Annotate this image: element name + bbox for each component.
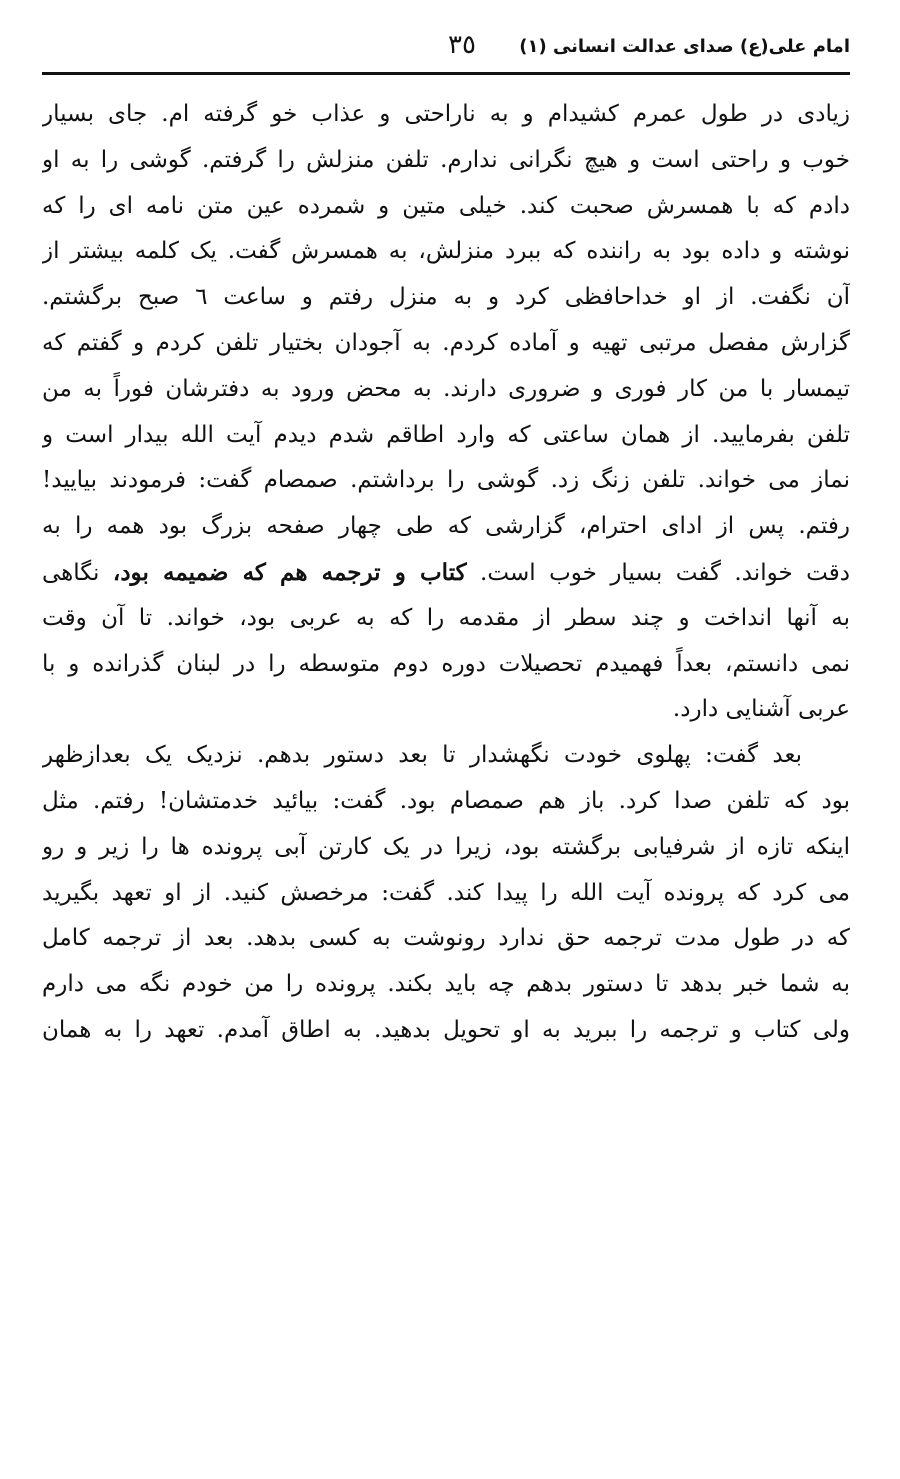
text-line	[42, 229, 850, 275]
text-segment: رفتم. پس از ادای احترام، گزارشی که طی چهار صفحه بزرگ بود همه را به	[42, 513, 850, 540]
text-line	[42, 92, 850, 138]
paragraph	[42, 733, 850, 1054]
text-line	[42, 321, 850, 367]
text-segment: زیادی در طول عمرم کشیدام و به ناراحتی و عذاب خو گرفته ام. جای بسیار	[42, 101, 850, 127]
text-segment: که در طول مدت ترجمه حق ندارد رونوشت به کسی بدهد. بعد از ترجمه کامل	[42, 925, 850, 952]
text-segment: خوب و راحتی است و هیچ نگرانی ندارم. تلفن منزلش را گرفتم. گوشی را به او	[42, 146, 850, 173]
text-segment: دادم که با همسرش صحبت کند. خیلی متین و شمرده عین متن نامه ای را که	[42, 192, 850, 219]
text-segment: نگاهی	[42, 559, 113, 586]
text-line	[42, 1008, 850, 1054]
text-line	[42, 550, 850, 596]
text-segment: بعد گفت: پهلوی خودت نگهشدار تا بعد دستور بدهم. نزدیک یک بعدازظهر	[42, 742, 802, 769]
text-segment: اینکه تازه از شرفیابی برگشته بود، زیرا در یک کارتن آبی پرونده ها را زیر و رو	[42, 833, 850, 860]
text-line	[42, 138, 850, 184]
text-segment: گزارش مفصل مرتبی تهیه و آماده کردم. به آجودان بختیار تلفن کردم و گفتم که	[42, 329, 850, 356]
text-segment: نماز می خواند. تلفن زنگ زد. گوشی را برداشتم. صمصام گفت: فرمودند بیایید!	[42, 467, 850, 494]
text-line	[42, 184, 850, 230]
text-line	[42, 642, 850, 688]
text-line	[42, 733, 850, 779]
text-line	[42, 367, 850, 413]
text-line	[42, 458, 850, 504]
text-segment: تلفن بفرمایید. از همان ساعتی که وارد اطاقم شدم دیدم آیت الله بیدار است و	[42, 421, 850, 448]
text-segment: آن نگفت. از او خداحافظی کرد و به منزل رفتم و ساعت ٦ صبح برگشتم.	[42, 284, 850, 311]
body-text	[42, 92, 850, 1054]
text-line	[42, 779, 850, 825]
text-line	[42, 596, 850, 642]
text-segment: عربی آشنایی دارد.	[672, 696, 850, 723]
bold-phrase: کتاب و ترجمه هم که ضمیمه بود،	[112, 558, 467, 586]
header-divider	[42, 72, 850, 75]
running-title: امام علی(ع) صدای عدالت انسانی (۱)	[519, 36, 850, 57]
text-segment: دقت خواند. گفت بسیار خوب است.	[466, 559, 850, 586]
text-line	[42, 413, 850, 459]
text-line	[42, 825, 850, 871]
page-number: ٣٥	[448, 30, 476, 60]
text-line	[42, 687, 850, 733]
text-segment: نمی دانستم، بعداً فهمیدم تحصیلات دوره دوم متوسطه را در لبنان گذرانده و با	[42, 650, 850, 677]
text-segment: بود که تلفن صدا کرد. باز هم صمصام بود. گفت: بیائید خدمتشان! رفتم. مثل	[42, 787, 850, 814]
text-segment: نوشته و داده بود به راننده که ببرد منزلش، به همسرش گفت. یک کلمه بیشتر از	[42, 238, 850, 265]
text-segment: می کرد که پرونده آیت الله را پیدا کند. گفت: مرخصش کنید. از او تعهد بگیرید	[42, 879, 850, 906]
text-line	[42, 871, 850, 917]
text-line	[42, 504, 850, 550]
page-header	[42, 28, 850, 72]
text-segment: ولی کتاب و ترجمه را ببرید به او تحویل بدهید. به اطاق آمدم. تعهد را به همان	[42, 1016, 850, 1043]
text-segment: تیمسار با من کار فوری و ضروری دارند. به محض ورود به دفترشان فوراً به من	[42, 375, 850, 402]
text-segment: به شما خبر بدهد تا دستور بدهم چه باید بکند. پرونده را من خودم نگه می دارم	[42, 971, 850, 998]
text-line	[42, 962, 850, 1008]
text-line	[42, 916, 850, 962]
paragraph	[42, 92, 850, 733]
text-segment: به آنها انداخت و چند سطر از مقدمه را که به عربی بود، خواند. تا آن وقت	[42, 604, 850, 631]
text-line	[42, 275, 850, 321]
